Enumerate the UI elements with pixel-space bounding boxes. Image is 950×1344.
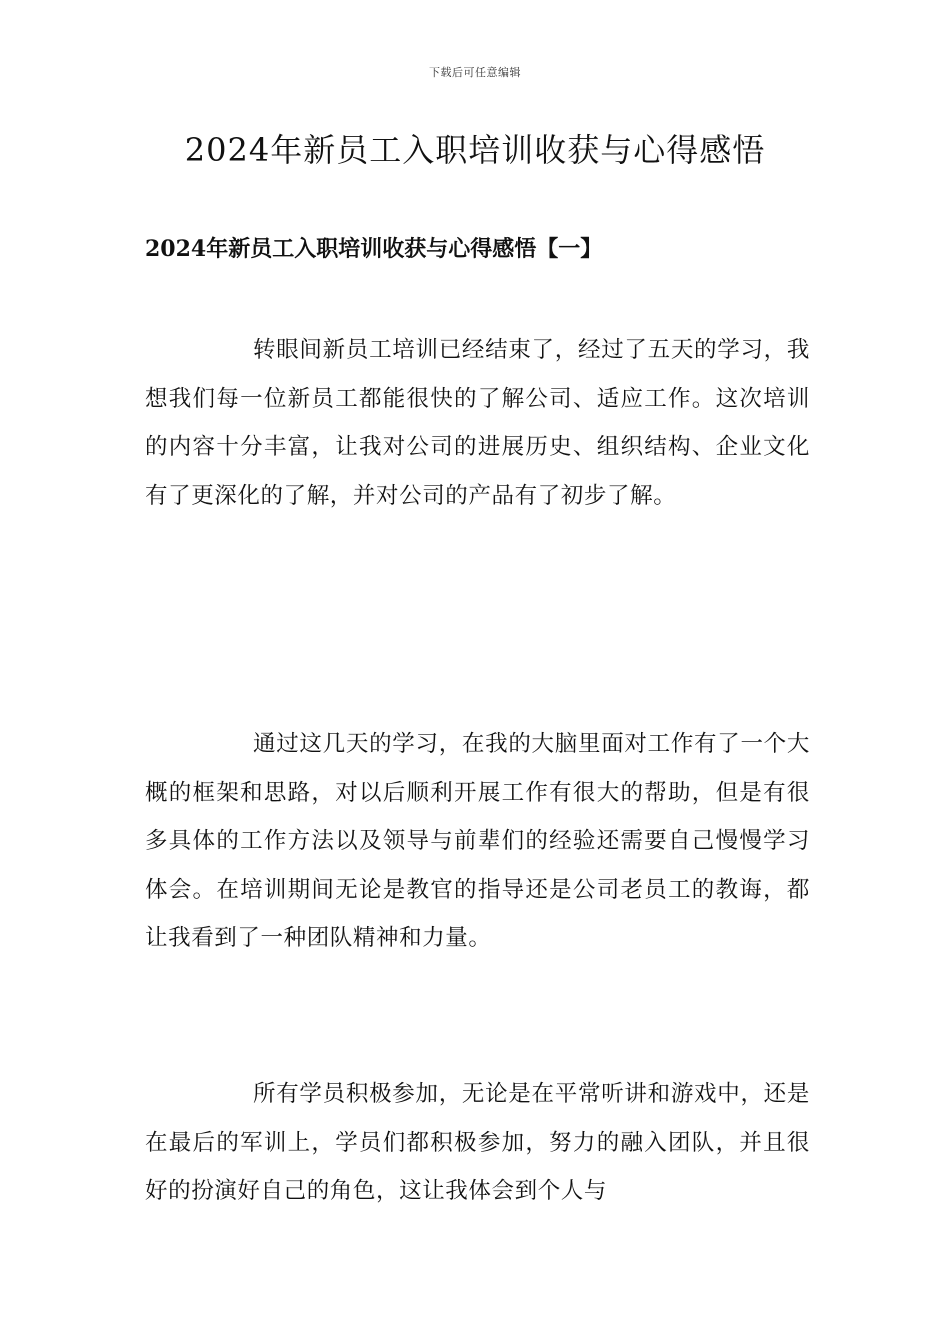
document-title: 2024年新员工入职培训收获与心得感悟	[184, 131, 766, 169]
body-paragraph-1: 转眼间新员工培训已经结束了，经过了五天的学习，我想我们每一位新员工都能很快的了解公司、适应工作。这次培训的内容十分丰富，让我对公司的进展历史、组织结构、企业文化有了更深化的了解，并对公司的产品有了初步了解。	[145, 337, 810, 509]
body-paragraph-2: 通过这几天的学习，在我的大脑里面对工作有了一个大概的框架和思路，对以后顺利开展工作有很大的帮助，但是有很多具体的工作方法以及领导与前辈们的经验还需要自己慢慢学习体会。在培训期间无论是教官的指导还是公司老员工的教诲，都让我看到了一种团队精神和力量。	[145, 731, 810, 951]
header-note: 下载后可任意编辑	[429, 66, 521, 79]
section-heading: 2024年新员工入职培训收获与心得感悟【一】	[145, 236, 603, 262]
body-paragraph-3: 所有学员积极参加，无论是在平常听讲和游戏中，还是在最后的军训上，学员们都积极参加，努力的融入团队，并且很好的扮演好自己的角色，这让我体会到个人与	[145, 1081, 810, 1204]
